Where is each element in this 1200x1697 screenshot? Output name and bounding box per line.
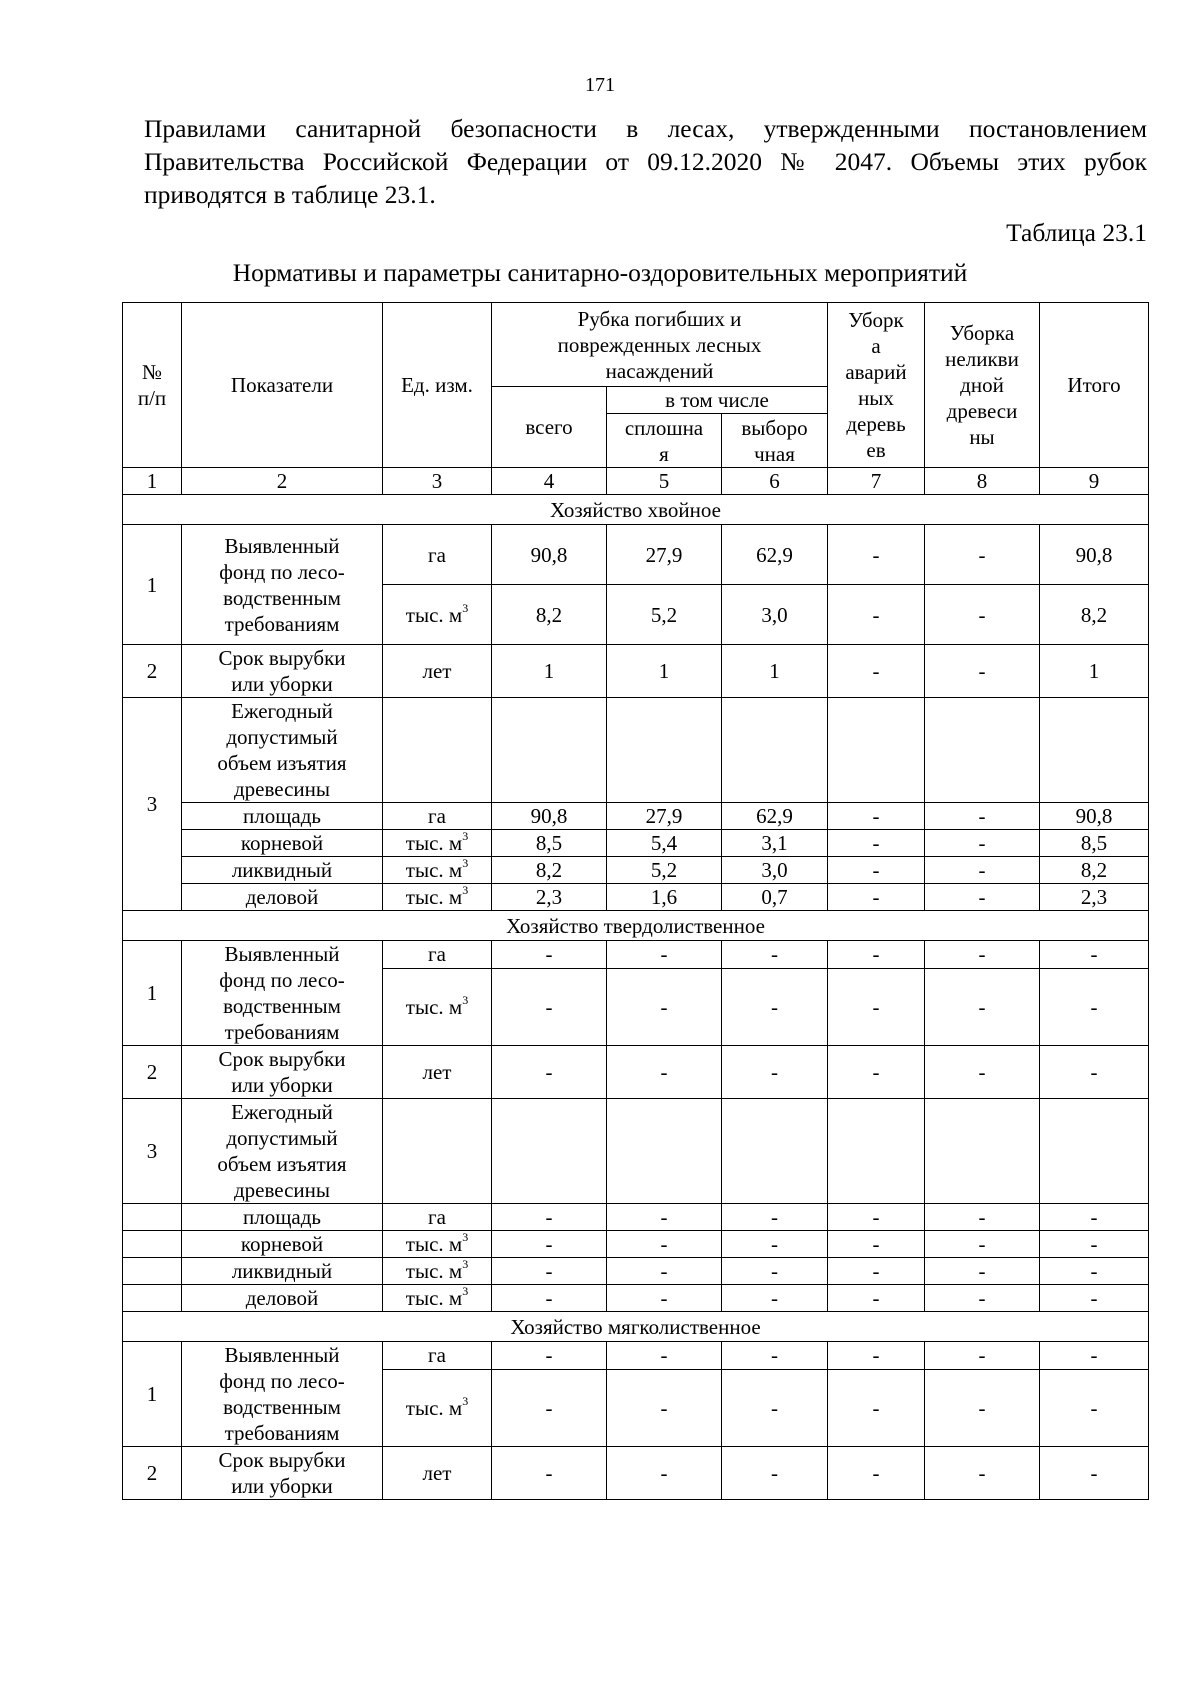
value-cell: - (925, 1342, 1040, 1370)
intro-paragraph: Правилами санитарной безопасности в лесах, утвержденными постановлением Правительства Российской Федерации от 09.12.2020 № 2047. Объемы этих рубок приводятся в таблице 23.1. (144, 114, 1147, 209)
value-cell: 8,2 (1040, 585, 1149, 645)
value-cell: - (925, 884, 1040, 911)
value-cell: - (828, 1369, 925, 1446)
value-cell: - (722, 1447, 828, 1500)
row-number: 1 (123, 1342, 182, 1447)
row-number: 2 (123, 1447, 182, 1500)
section-header-row (123, 911, 1149, 941)
column-number-row (123, 468, 1149, 495)
value-cell: - (1040, 1285, 1149, 1312)
value-cell: 1 (722, 645, 828, 698)
header-total: всего (492, 387, 607, 468)
header-num: № п/п (123, 303, 182, 468)
value-cell: - (722, 1285, 828, 1312)
value-cell: - (607, 1342, 722, 1370)
row-number: 1 (123, 941, 182, 1046)
unit-cell (383, 884, 492, 911)
indicator-cell: Срок вырубки или уборки (182, 1046, 383, 1099)
indicator-cell: Ежегодный допустимый объем изъятия древесины (182, 698, 383, 803)
value-cell: - (1040, 1204, 1149, 1231)
table-row (123, 1258, 1149, 1285)
value-cell: - (925, 1258, 1040, 1285)
value-cell: - (925, 1447, 1040, 1500)
header-unit: Ед. изм. (383, 303, 492, 468)
unit-superscript: 3 (462, 1393, 469, 1408)
unit-superscript: 3 (462, 1257, 469, 1271)
value-cell: - (828, 857, 925, 884)
value-cell: - (828, 1231, 925, 1258)
value-cell: - (492, 1258, 607, 1285)
value-cell: - (607, 941, 722, 969)
value-cell: 5,2 (607, 585, 722, 645)
indicator-cell: ликвидный (182, 857, 383, 884)
table-row (123, 1099, 1149, 1204)
empty-cell (123, 1204, 182, 1231)
empty-cell (383, 1099, 492, 1204)
empty-cell (1040, 1099, 1149, 1204)
unit-cell (383, 1231, 492, 1258)
indicator-cell: ликвидный (182, 1258, 383, 1285)
unit-cell: га (383, 803, 492, 830)
value-cell: - (1040, 1447, 1149, 1500)
value-cell: 27,9 (607, 803, 722, 830)
unit-text: тыс. м (405, 858, 463, 882)
value-cell: - (828, 1046, 925, 1099)
value-cell: 62,9 (722, 803, 828, 830)
unit-text: тыс. м (405, 602, 463, 627)
value-cell: - (925, 645, 1040, 698)
header-indicator: Показатели (182, 303, 383, 468)
value-cell: - (925, 1285, 1040, 1312)
empty-cell (492, 698, 607, 803)
value-cell: - (722, 1342, 828, 1370)
unit-superscript: 3 (462, 1230, 469, 1244)
value-cell: - (1040, 968, 1149, 1045)
value-cell: - (607, 1258, 722, 1285)
value-cell: - (925, 1231, 1040, 1258)
unit-superscript: 3 (462, 992, 469, 1007)
value-cell: - (722, 968, 828, 1045)
value-cell: - (722, 1258, 828, 1285)
empty-cell (722, 1099, 828, 1204)
unit-superscript: 3 (462, 829, 469, 843)
header-including: в том числе (607, 387, 828, 414)
value-cell: 8,2 (492, 857, 607, 884)
table-row (123, 1342, 1149, 1370)
value-cell: - (925, 585, 1040, 645)
row-number: 2 (123, 1046, 182, 1099)
col-number: 2 (182, 468, 383, 495)
value-cell: - (828, 1342, 925, 1370)
value-cell: - (1040, 1258, 1149, 1285)
table-title: Нормативы и параметры санитарно-оздоровительных мероприятий (232, 258, 968, 287)
value-cell: - (828, 830, 925, 857)
section-header-row (123, 1312, 1149, 1342)
table-row (123, 1231, 1149, 1258)
indicator-cell: Выявленный фонд по лесо- водственным требованиям (182, 1342, 383, 1447)
header-emergency: Уборк а аварий ных деревь ев (828, 303, 925, 468)
indicator-cell: Ежегодный допустимый объем изъятия древесины (182, 1099, 383, 1204)
value-cell: - (492, 1285, 607, 1312)
value-cell: - (828, 1447, 925, 1500)
value-cell: - (925, 803, 1040, 830)
row-number: 2 (123, 645, 182, 698)
unit-superscript: 3 (462, 600, 469, 615)
indicator-cell: площадь (182, 803, 383, 830)
value-cell: 90,8 (492, 525, 607, 585)
value-cell: - (828, 803, 925, 830)
page-number: 171 (585, 74, 615, 96)
table-row (123, 698, 1149, 803)
indicator-cell: корневой (182, 830, 383, 857)
value-cell: - (607, 1204, 722, 1231)
indicator-cell: Выявленный фонд по лесо- водственным требованиям (182, 525, 383, 645)
unit-cell: га (383, 941, 492, 969)
value-cell: 1 (1040, 645, 1149, 698)
value-cell: - (492, 941, 607, 969)
unit-cell (383, 1285, 492, 1312)
value-cell: - (1040, 1342, 1149, 1370)
section-title: Хозяйство твердолиственное (123, 911, 1149, 941)
unit-cell (383, 857, 492, 884)
value-cell: - (925, 1204, 1040, 1231)
value-cell: 1,6 (607, 884, 722, 911)
table-row (123, 803, 1149, 830)
section-title: Хозяйство мягколиственное (123, 1312, 1149, 1342)
value-cell: - (492, 1342, 607, 1370)
unit-superscript: 3 (462, 1284, 469, 1298)
value-cell: - (607, 1285, 722, 1312)
col-number: 7 (828, 468, 925, 495)
empty-cell (607, 698, 722, 803)
indicator-cell: корневой (182, 1231, 383, 1258)
unit-text: тыс. м (405, 994, 463, 1019)
value-cell: 8,2 (492, 585, 607, 645)
table-row (123, 525, 1149, 585)
unit-text: тыс. м (405, 831, 463, 855)
value-cell: - (1040, 1369, 1149, 1446)
value-cell: - (828, 1258, 925, 1285)
table-row (123, 884, 1149, 911)
unit-text: тыс. м (405, 885, 463, 909)
norms-table (122, 302, 1149, 1500)
empty-cell (123, 1231, 182, 1258)
value-cell: - (722, 1046, 828, 1099)
unit-cell (383, 585, 492, 645)
value-cell: - (828, 968, 925, 1045)
indicator-cell: площадь (182, 1204, 383, 1231)
empty-cell (828, 698, 925, 803)
unit-cell: га (383, 1342, 492, 1370)
col-number: 6 (722, 468, 828, 495)
empty-cell (925, 1099, 1040, 1204)
value-cell: - (925, 1046, 1040, 1099)
table-row (123, 1204, 1149, 1231)
value-cell: - (828, 585, 925, 645)
value-cell: - (607, 1231, 722, 1258)
indicator-cell: деловой (182, 884, 383, 911)
table-row (123, 1285, 1149, 1312)
value-cell: 3,0 (722, 857, 828, 884)
value-cell: - (607, 1447, 722, 1500)
header-nonliquid: Уборка неликви дной древеси ны (925, 303, 1040, 468)
empty-cell (123, 1285, 182, 1312)
value-cell: - (925, 525, 1040, 585)
value-cell: 8,2 (1040, 857, 1149, 884)
table-row (123, 830, 1149, 857)
table-row (123, 1046, 1149, 1099)
unit-superscript: 3 (462, 883, 469, 897)
value-cell: - (722, 1231, 828, 1258)
value-cell: - (828, 941, 925, 969)
table-row (123, 941, 1149, 969)
unit-text: тыс. м (405, 1232, 463, 1256)
table-label: Таблица 23.1 (1006, 218, 1147, 247)
value-cell: 8,5 (492, 830, 607, 857)
value-cell: - (492, 1447, 607, 1500)
value-cell: - (925, 941, 1040, 969)
value-cell: 90,8 (492, 803, 607, 830)
value-cell: - (1040, 1046, 1149, 1099)
col-number: 1 (123, 468, 182, 495)
table-row (123, 645, 1149, 698)
value-cell: 90,8 (1040, 803, 1149, 830)
value-cell: - (607, 968, 722, 1045)
value-cell: - (492, 1231, 607, 1258)
value-cell: - (492, 1204, 607, 1231)
col-number: 4 (492, 468, 607, 495)
empty-cell (722, 698, 828, 803)
value-cell: - (1040, 941, 1149, 969)
value-cell: 27,9 (607, 525, 722, 585)
value-cell: 0,7 (722, 884, 828, 911)
value-cell: 8,5 (1040, 830, 1149, 857)
value-cell: - (722, 1369, 828, 1446)
value-cell: - (1040, 1231, 1149, 1258)
unit-text: тыс. м (405, 1286, 463, 1310)
value-cell: 2,3 (492, 884, 607, 911)
empty-cell (123, 1258, 182, 1285)
col-number: 8 (925, 468, 1040, 495)
value-cell: - (492, 1369, 607, 1446)
empty-cell (383, 698, 492, 803)
unit-cell: лет (383, 1046, 492, 1099)
unit-text: тыс. м (405, 1259, 463, 1283)
value-cell: - (828, 525, 925, 585)
value-cell: - (607, 1369, 722, 1446)
unit-cell: лет (383, 1447, 492, 1500)
value-cell: 5,2 (607, 857, 722, 884)
row-number: 1 (123, 525, 182, 645)
table-row (123, 857, 1149, 884)
col-number: 5 (607, 468, 722, 495)
value-cell: - (828, 884, 925, 911)
value-cell: - (925, 830, 1040, 857)
value-cell: - (925, 968, 1040, 1045)
unit-text: тыс. м (405, 1395, 463, 1420)
section-title: Хозяйство хвойное (123, 495, 1149, 525)
value-cell: - (607, 1046, 722, 1099)
table-row (123, 1447, 1149, 1500)
value-cell: - (828, 645, 925, 698)
value-cell: - (722, 1204, 828, 1231)
unit-cell: лет (383, 645, 492, 698)
value-cell: - (828, 1204, 925, 1231)
value-cell: 62,9 (722, 525, 828, 585)
value-cell: - (492, 1046, 607, 1099)
empty-cell (607, 1099, 722, 1204)
unit-superscript: 3 (462, 856, 469, 870)
header-clear: сплошна я (607, 414, 722, 468)
unit-cell (383, 1369, 492, 1446)
value-cell: 3,1 (722, 830, 828, 857)
unit-cell (383, 1258, 492, 1285)
value-cell: - (828, 1285, 925, 1312)
value-cell: 1 (492, 645, 607, 698)
row-number: 3 (123, 1099, 182, 1204)
value-cell: - (492, 968, 607, 1045)
indicator-cell: Выявленный фонд по лесо- водственным требованиям (182, 941, 383, 1046)
value-cell: 1 (607, 645, 722, 698)
indicator-cell: Срок вырубки или уборки (182, 645, 383, 698)
header-felling: Рубка погибших и поврежденных лесных насаждений (492, 303, 828, 387)
indicator-cell: деловой (182, 1285, 383, 1312)
empty-cell (828, 1099, 925, 1204)
unit-cell (383, 830, 492, 857)
section-header-row (123, 495, 1149, 525)
header-selective: выборо чная (722, 414, 828, 468)
value-cell: - (925, 1369, 1040, 1446)
empty-cell (1040, 698, 1149, 803)
col-number: 3 (383, 468, 492, 495)
value-cell: 3,0 (722, 585, 828, 645)
unit-cell (383, 968, 492, 1045)
value-cell: 90,8 (1040, 525, 1149, 585)
value-cell: 2,3 (1040, 884, 1149, 911)
indicator-cell: Срок вырубки или уборки (182, 1447, 383, 1500)
value-cell: - (925, 857, 1040, 884)
empty-cell (492, 1099, 607, 1204)
value-cell: - (722, 941, 828, 969)
header-sum: Итого (1040, 303, 1149, 468)
value-cell: 5,4 (607, 830, 722, 857)
unit-cell: га (383, 1204, 492, 1231)
unit-cell: га (383, 525, 492, 585)
col-number: 9 (1040, 468, 1149, 495)
empty-cell (925, 698, 1040, 803)
row-number: 3 (123, 698, 182, 911)
